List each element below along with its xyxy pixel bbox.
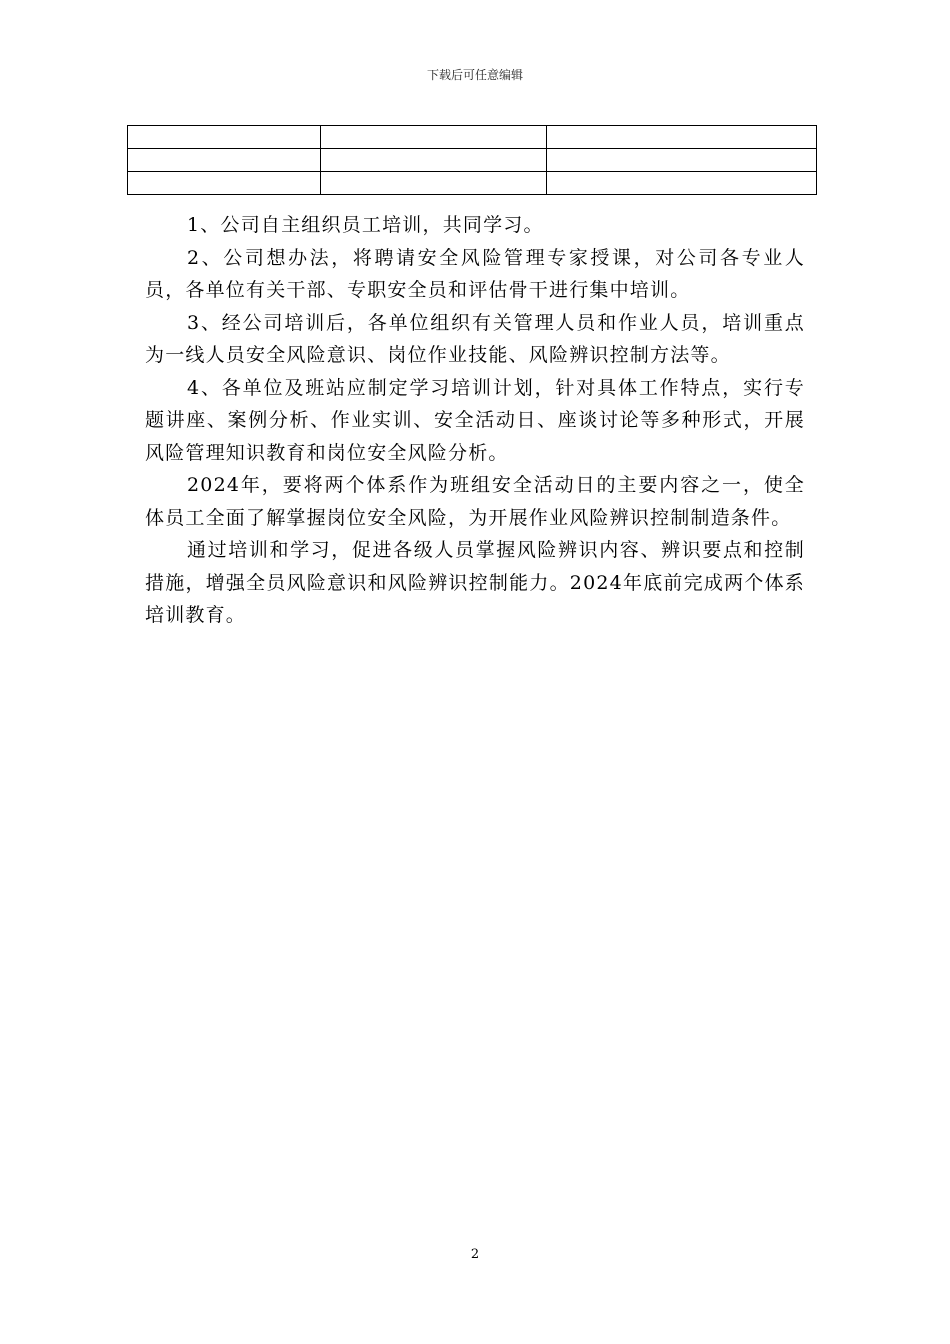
paragraph-2024-plan: 2024年，要将两个体系作为班组安全活动日的主要内容之一，使全体员工全面了解掌握岗位安全风险，为开展作业风险辨识控制制造条件。 [145,474,805,529]
table-row [128,149,817,172]
table-cell [321,172,547,195]
body-text [145,209,805,632]
table-cell [321,126,547,149]
table-cell [128,172,321,195]
paragraph-item-3: 3、经公司培训后，各单位组织有关管理人员和作业人员，培训重点为一线人员安全风险意识、岗位作业技能、风险辨识控制方法等。 [145,311,805,366]
paragraph-item-1: 1、公司自主组织员工培训，共同学习。 [187,214,544,236]
page-number: 2 [470,1247,480,1262]
table-cell [321,149,547,172]
blank-table [127,125,817,195]
table-row [128,172,817,195]
table-row [128,126,817,149]
table-cell [547,126,817,149]
table-cell [547,149,817,172]
header-note: 下载后可任意编辑 [426,68,523,82]
table-cell [547,172,817,195]
paragraph-item-4: 4、各单位及班站应制定学习培训计划，针对具体工作特点，实行专题讲座、案例分析、作业实训、安全活动日、座谈讨论等多种形式，开展风险管理知识教育和岗位安全风险分析。 [145,376,805,464]
table-cell [128,126,321,149]
paragraph-item-2: 2、公司想办法，将聘请安全风险管理专家授课，对公司各专业人员，各单位有关干部、专职安全员和评估骨干进行集中培训。 [145,246,805,301]
table-cell [128,149,321,172]
paragraph-summary: 通过培训和学习，促进各级人员掌握风险辨识内容、辨识要点和控制措施，增强全员风险意识和风险辨识控制能力。2024年底前完成两个体系培训教育。 [145,539,805,626]
